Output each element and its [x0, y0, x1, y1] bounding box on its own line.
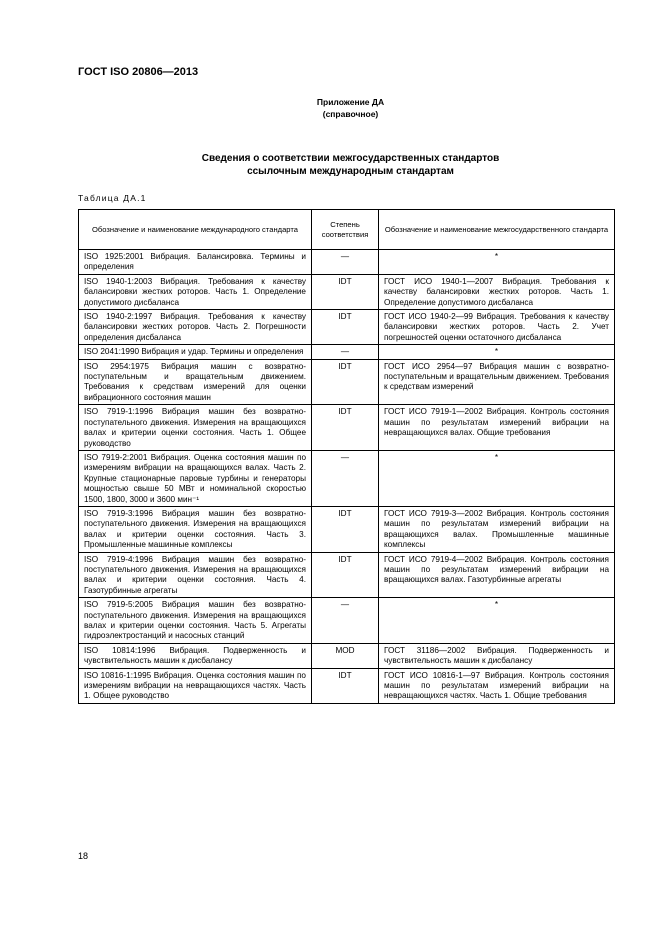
- table-row: [79, 274, 615, 309]
- cell-interstate-standard: ГОСТ ИСО 7919-1—2002 Вибрация. Контроль состояния машин по результатам измерений вибрации на невращающихся валах. Общие требования: [379, 405, 615, 451]
- page-number: 18: [78, 851, 89, 861]
- section-title: [0, 152, 661, 178]
- cell-interstate-standard: ГОСТ 31186—2002 Вибрация. Подверженность и чувствительность машин к дисбалансу: [379, 643, 615, 668]
- table-row: [79, 359, 615, 405]
- cell-international-standard: ISO 2041:1990 Вибрация и удар. Термины и определения: [79, 345, 312, 359]
- cell-interstate-standard: ГОСТ ИСО 7919-3—2002 Вибрация. Контроль состояния машин по результатам измерений вибрации на вращающихся валах. Промышленные машинные комплексы: [379, 506, 615, 552]
- header-degree: Степень соответствия: [312, 210, 379, 250]
- table-row: [79, 668, 615, 703]
- cell-degree: IDT: [312, 359, 379, 405]
- cell-international-standard: ISO 1925:2001 Вибрация. Балансировка. Термины и определения: [79, 250, 312, 275]
- cell-degree: IDT: [312, 668, 379, 703]
- cell-degree: —: [312, 345, 379, 359]
- header-international-standard: Обозначение и наименование международного стандарта: [79, 210, 312, 250]
- cell-international-standard: ISO 10814:1996 Вибрация. Подверженность и чувствительность машин к дисбалансу: [79, 643, 312, 668]
- cell-interstate-standard: *: [379, 598, 615, 644]
- cell-international-standard: ISO 7919-1:1996 Вибрация машин без возвратно-поступательного движения. Измерения на вращающихся валах и критерии оценки состояния. Часть 1. Общее руководство: [79, 405, 312, 451]
- cell-international-standard: ISO 2954:1975 Вибрация машин с возвратно-поступательным и вращательным движением. Требования к средствам измерений для оценки вибрационного состояния машин: [79, 359, 312, 405]
- table-caption: Таблица ДА.1: [78, 193, 147, 203]
- table-row: [79, 643, 615, 668]
- cell-interstate-standard: ГОСТ ИСО 10816-1—97 Вибрация. Контроль состояния машин по результатам измерений вибрации на невращающихся частях. Часть 1. Общие требования: [379, 668, 615, 703]
- cell-interstate-standard: ГОСТ ИСО 1940-2—99 Вибрация. Требования к качеству балансировки жестких роторов. Часть 2. Учет погрешностей оценки остаточного дисбаланса: [379, 310, 615, 345]
- table-row: [79, 405, 615, 451]
- cell-degree: MOD: [312, 643, 379, 668]
- annex-subtitle: (справочное): [322, 109, 379, 119]
- table-body: [79, 250, 615, 704]
- table-row: [79, 310, 615, 345]
- cell-international-standard: ISO 7919-5:2005 Вибрация машин без возвратно-поступательного движения. Измерения на вращающихся валах и критерии оценки состояния. Часть 5. Агрегаты гидроэлектростанций и насосных станций: [79, 598, 312, 644]
- cell-interstate-standard: ГОСТ ИСО 2954—97 Вибрация машин с возвратно-поступательным и вращательным движением. Требования к средствам измерений: [379, 359, 615, 405]
- cell-interstate-standard: *: [379, 345, 615, 359]
- table-row: [79, 450, 615, 506]
- header-interstate-standard: Обозначение и наименование межгосударственного стандарта: [379, 210, 615, 250]
- table-header-row: [79, 210, 615, 250]
- section-title-line-1: Сведения о соответствии межгосударственных стандартов: [201, 153, 500, 164]
- correspondence-table: [78, 209, 615, 704]
- cell-interstate-standard: ГОСТ ИСО 7919-4—2002 Вибрация. Контроль состояния машин по результатам измерений вибрации на вращающихся валах. Газотурбинные агрегаты: [379, 552, 615, 598]
- cell-international-standard: ISO 1940-1:2003 Вибрация. Требования к качеству балансировки жестких роторов. Часть 1. Определение допустимого дисбаланса: [79, 274, 312, 309]
- table-row: [79, 552, 615, 598]
- cell-degree: IDT: [312, 310, 379, 345]
- cell-degree: —: [312, 598, 379, 644]
- annex-title: Приложение ДА: [316, 97, 385, 107]
- cell-interstate-standard: ГОСТ ИСО 1940-1—2007 Вибрация. Требования к качеству балансировки жестких роторов. Часть 1. Определение допустимого дисбаланса: [379, 274, 615, 309]
- cell-international-standard: ISO 10816-1:1995 Вибрация. Оценка состояния машин по измерениям вибрации на невращающихся частях. Часть 1. Общее руководство: [79, 668, 312, 703]
- cell-degree: IDT: [312, 552, 379, 598]
- table-row: [79, 598, 615, 644]
- table-row: [79, 506, 615, 552]
- table-row: [79, 345, 615, 359]
- cell-international-standard: ISO 7919-4:1996 Вибрация машин без возвратно-поступательного движения. Измерения на вращающихся валах и критерии оценки состояния. Часть 4. Газотурбинные агрегаты: [79, 552, 312, 598]
- cell-international-standard: ISO 7919-3:1996 Вибрация машин без возвратно-поступательного движения. Измерения на вращающихся валах и критерии оценки состояния. Часть 3. Промышленные машинные комплексы: [79, 506, 312, 552]
- cell-international-standard: ISO 1940-2:1997 Вибрация. Требования к качеству балансировки жестких роторов. Часть 2. Погрешности определения дисбаланса: [79, 310, 312, 345]
- cell-degree: —: [312, 250, 379, 275]
- cell-degree: IDT: [312, 274, 379, 309]
- cell-international-standard: ISO 7919-2:2001 Вибрация. Оценка состояния машин по измерениям вибрации на вращающихся валах. Часть 2. Крупные стационарные паровые турбины и генераторы мощностью свыше 50 МВт и номинальной скоростью 1500, 1800, 3000 и 3600 мин⁻¹: [79, 450, 312, 506]
- cell-interstate-standard: *: [379, 450, 615, 506]
- cell-degree: IDT: [312, 405, 379, 451]
- cell-degree: —: [312, 450, 379, 506]
- cell-degree: IDT: [312, 506, 379, 552]
- table-row: [79, 250, 615, 275]
- document-code: ГОСТ ISO 20806—2013: [78, 66, 199, 78]
- annex-heading: [0, 96, 661, 120]
- cell-interstate-standard: *: [379, 250, 615, 275]
- section-title-line-2: ссылочным международным стандартам: [247, 166, 454, 177]
